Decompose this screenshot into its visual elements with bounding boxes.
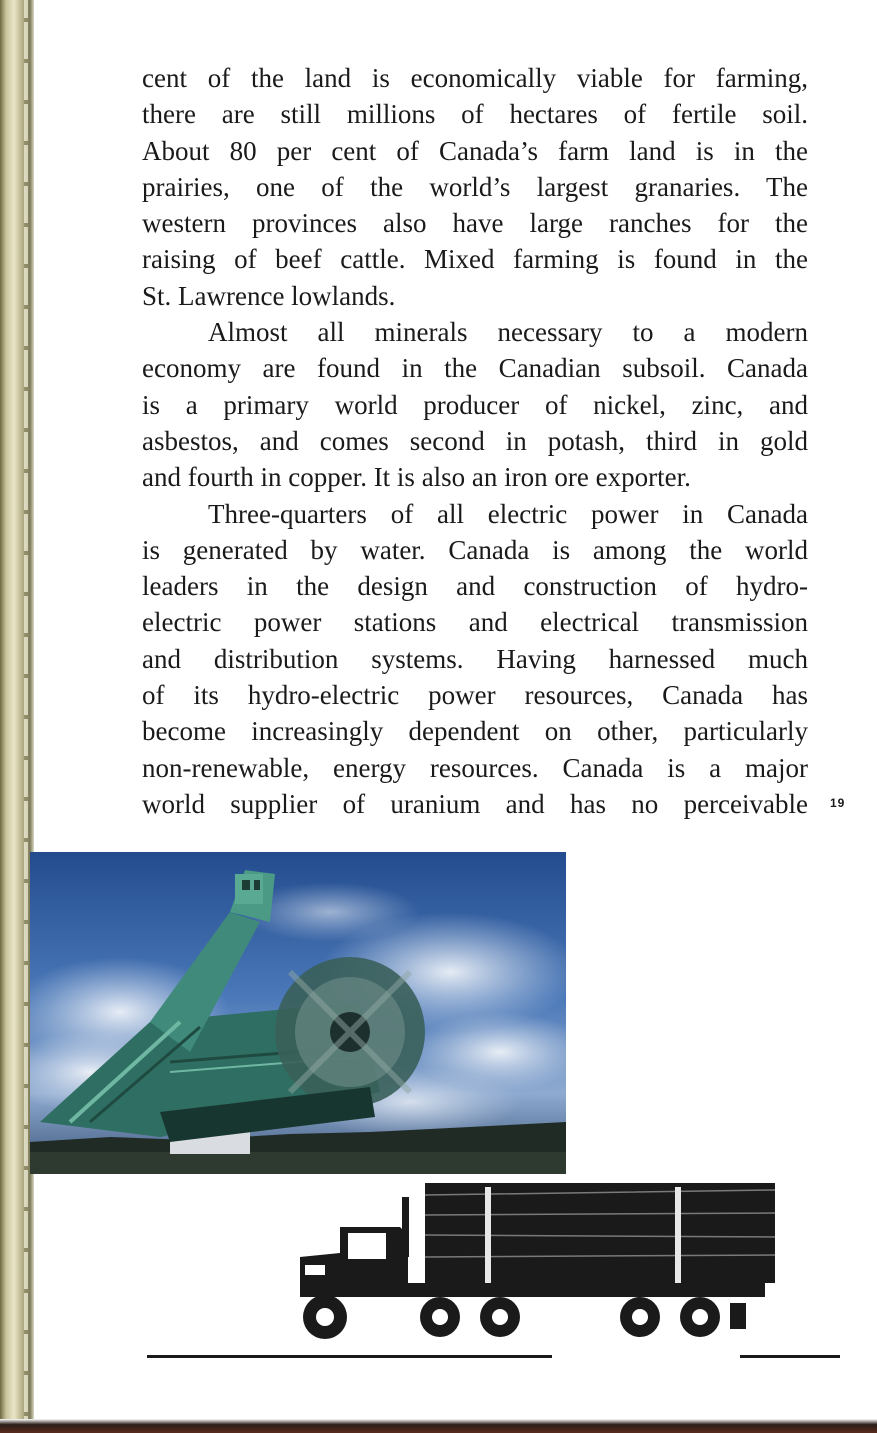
text-line: raising of beef cattle. Mixed farming is found in the — [142, 244, 808, 275]
text-line: is generated by water. Canada is among the world — [142, 534, 808, 565]
text-line: St. Lawrence lowlands. — [142, 280, 396, 311]
body-text — [142, 60, 808, 822]
text-line: electric power stations and electrical transmission — [142, 607, 808, 638]
text-line: there are still millions of hectares of fertile soil. — [142, 99, 808, 130]
page-bottom-edge — [0, 1419, 877, 1433]
text-line: non-renewable, energy resources. Canada is a major — [142, 752, 808, 783]
text-line: is a primary world producer of nickel, zinc, and — [142, 389, 808, 420]
text-line: About 80 per cent of Canada’s farm land is in the — [142, 135, 808, 166]
text-line: cent of the land is economically viable for farming, — [142, 63, 808, 93]
text-line: prairies, one of the world’s largest granaries. The — [142, 171, 808, 202]
text-line: of its hydro-electric power resources, Canada has — [142, 680, 808, 711]
page-number: 19 — [830, 796, 846, 810]
text-line: world supplier of uranium and has no perceivable — [142, 788, 808, 819]
text-line: Three-quarters of all electric power in Canada — [208, 498, 808, 529]
text-line: western provinces also have large ranches for the — [142, 208, 808, 239]
ground-line — [740, 1355, 840, 1358]
text-line: and distribution systems. Having harnessed much — [142, 643, 808, 674]
ground-line — [147, 1355, 552, 1358]
logging-truck-drawing — [280, 1175, 800, 1355]
text-line: and fourth in copper. It is also an iron ore exporter. — [142, 462, 691, 493]
excavator-illustration — [30, 852, 566, 1174]
text-line: Almost all minerals necessary to a modern — [208, 317, 808, 348]
text-line: become increasingly dependent on other, particularly — [142, 716, 808, 747]
text-line: leaders in the design and construction of hydro- — [142, 571, 808, 602]
bucket-wheel-excavator-photo — [30, 852, 566, 1174]
text-line: economy are found in the Canadian subsoil. Canada — [142, 353, 808, 384]
text-line: asbestos, and comes second in potash, third in gold — [142, 425, 808, 456]
spine-edge — [24, 0, 28, 1433]
book-spine — [0, 0, 34, 1433]
